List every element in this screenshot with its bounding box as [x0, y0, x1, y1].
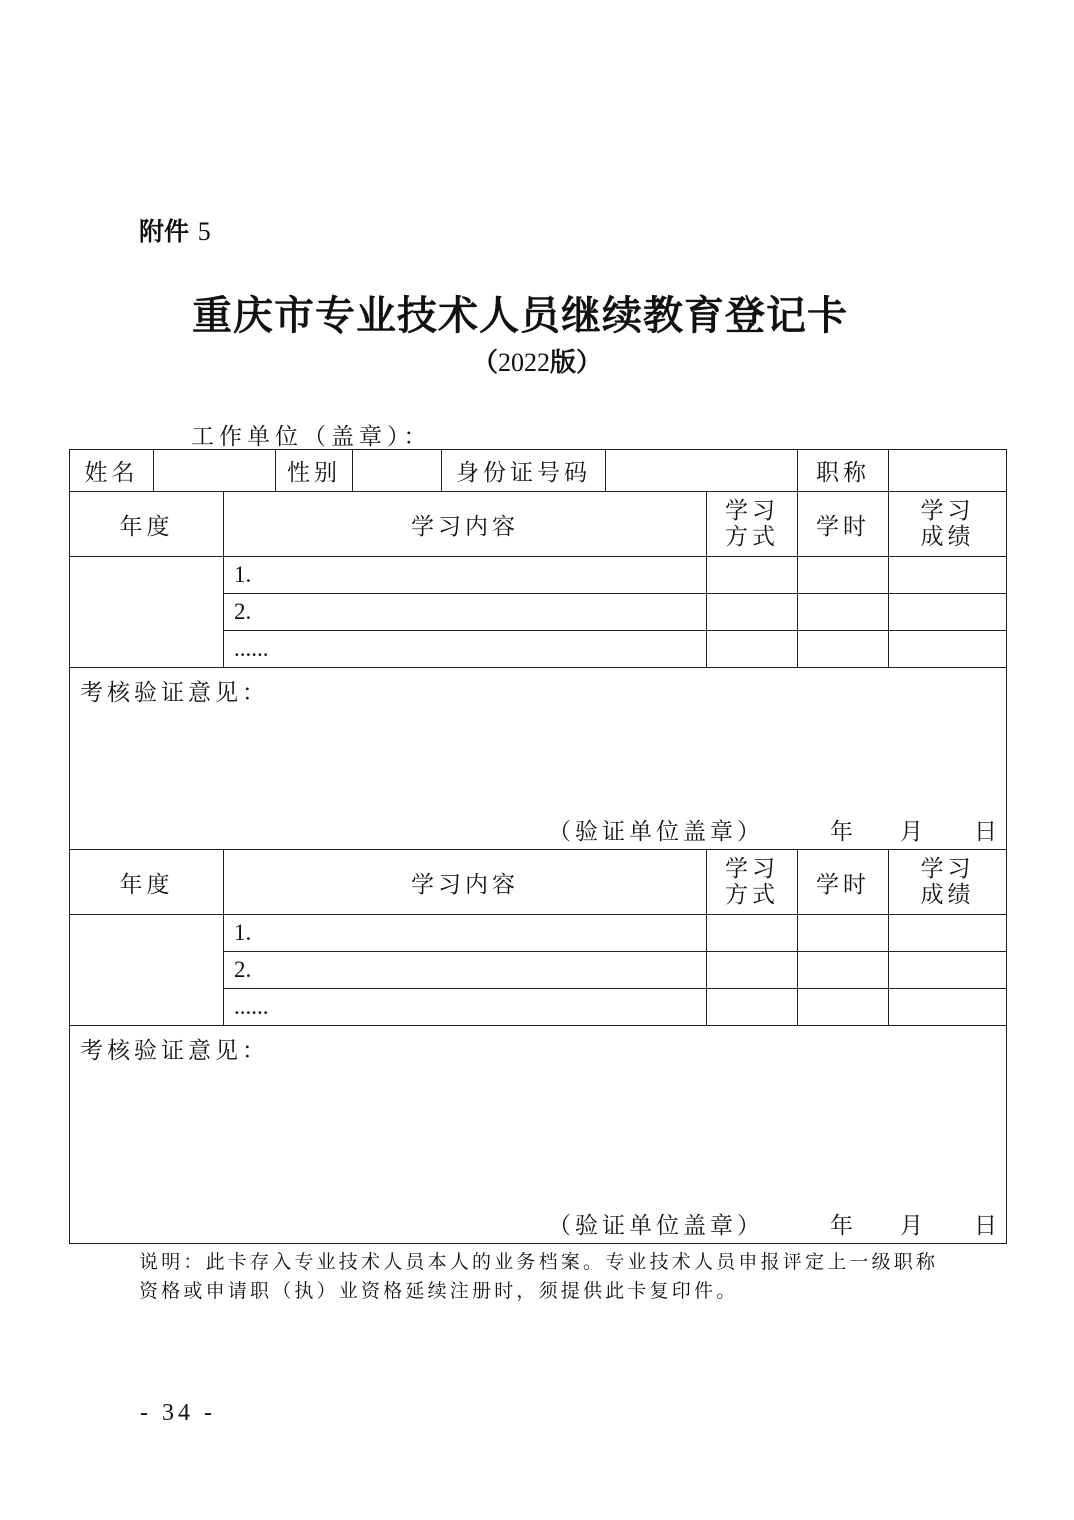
score-header: 学习 成绩 [889, 492, 1007, 557]
method-field[interactable] [707, 594, 798, 631]
hours-field[interactable] [798, 989, 889, 1026]
attachment-label: 附件 5 [139, 217, 211, 246]
content-item-2[interactable]: 2. [224, 594, 707, 631]
name-label: 姓名 [70, 450, 154, 492]
content-item-2[interactable]: 2. [224, 952, 707, 989]
year-header: 年度 [70, 492, 224, 557]
id-number-field[interactable] [606, 450, 798, 492]
info-row [70, 450, 1007, 492]
explanation-line-2: 资格或申请职（执）业资格延续注册时，须提供此卡复印件。 [139, 1280, 739, 1302]
study-row [70, 915, 1007, 952]
score-field[interactable] [889, 594, 1007, 631]
page-number: - 34 - [140, 1400, 216, 1426]
day-label: 日 [974, 819, 1001, 845]
verification-stamp-line [548, 1207, 1001, 1240]
verification-stamp-label: （验证单位盖章） [548, 1213, 764, 1239]
registration-card-table [69, 449, 1007, 1244]
month-label: 月 [900, 819, 927, 845]
study-row [70, 557, 1007, 594]
name-field[interactable] [154, 450, 276, 492]
hours-header: 学时 [798, 850, 889, 915]
hours-field[interactable] [798, 594, 889, 631]
method-field[interactable] [707, 557, 798, 594]
verification-opinion-label: 考核验证意见： [80, 1038, 269, 1064]
year-label: 年 [830, 819, 857, 845]
score-field[interactable] [889, 952, 1007, 989]
year-label: 年 [830, 1213, 857, 1239]
verification-opinion-label: 考核验证意见： [80, 680, 269, 706]
year-field[interactable] [70, 557, 224, 668]
hours-field[interactable] [798, 631, 889, 668]
opinion-row [70, 668, 1007, 850]
content-item-1[interactable]: 1. [224, 557, 707, 594]
attachment-number: 5 [197, 217, 211, 246]
day-label: 日 [974, 1213, 1001, 1239]
explanation-line-1: 说明：此卡存入专业技术人员本人的业务档案。专业技术人员申报评定上一级职称 [139, 1251, 939, 1273]
content-item-more[interactable]: ...... [224, 631, 707, 668]
hours-field[interactable] [798, 915, 889, 952]
opinion-row [70, 1026, 1007, 1244]
content-header: 学习内容 [224, 850, 707, 915]
year-field[interactable] [70, 915, 224, 1026]
study-header-row [70, 492, 1007, 557]
year-header: 年度 [70, 850, 224, 915]
edition-label: （2022版） [471, 348, 603, 378]
method-header: 学习 方式 [707, 850, 798, 915]
method-field[interactable] [707, 952, 798, 989]
hours-header: 学时 [798, 492, 889, 557]
score-field[interactable] [889, 631, 1007, 668]
method-field[interactable] [707, 989, 798, 1026]
content-header: 学习内容 [224, 492, 707, 557]
month-label: 月 [900, 1213, 927, 1239]
verification-stamp-label: （验证单位盖章） [548, 819, 764, 845]
score-field[interactable] [889, 915, 1007, 952]
score-field[interactable] [889, 557, 1007, 594]
method-field[interactable] [707, 631, 798, 668]
id-number-label: 身份证号码 [442, 450, 606, 492]
work-unit-label: 工作单位（盖章）： [191, 424, 432, 450]
score-header: 学习 成绩 [889, 850, 1007, 915]
professional-title-label: 职称 [798, 450, 889, 492]
explanation-note [139, 1248, 938, 1306]
score-field[interactable] [889, 989, 1007, 1026]
professional-title-field[interactable] [889, 450, 1007, 492]
gender-field[interactable] [353, 450, 442, 492]
method-header: 学习 方式 [707, 492, 798, 557]
study-header-row [70, 850, 1007, 915]
content-item-more[interactable]: ...... [224, 989, 707, 1026]
hours-field[interactable] [798, 557, 889, 594]
gender-label: 性别 [276, 450, 353, 492]
verification-stamp-line [548, 813, 1001, 846]
edition-year: 2022 [498, 348, 550, 377]
hours-field[interactable] [798, 952, 889, 989]
page-title: 重庆市专业技术人员继续教育登记卡 [192, 293, 848, 339]
method-field[interactable] [707, 915, 798, 952]
verification-opinion-field[interactable] [70, 668, 1007, 850]
content-item-1[interactable]: 1. [224, 915, 707, 952]
verification-opinion-field[interactable] [70, 1026, 1007, 1244]
